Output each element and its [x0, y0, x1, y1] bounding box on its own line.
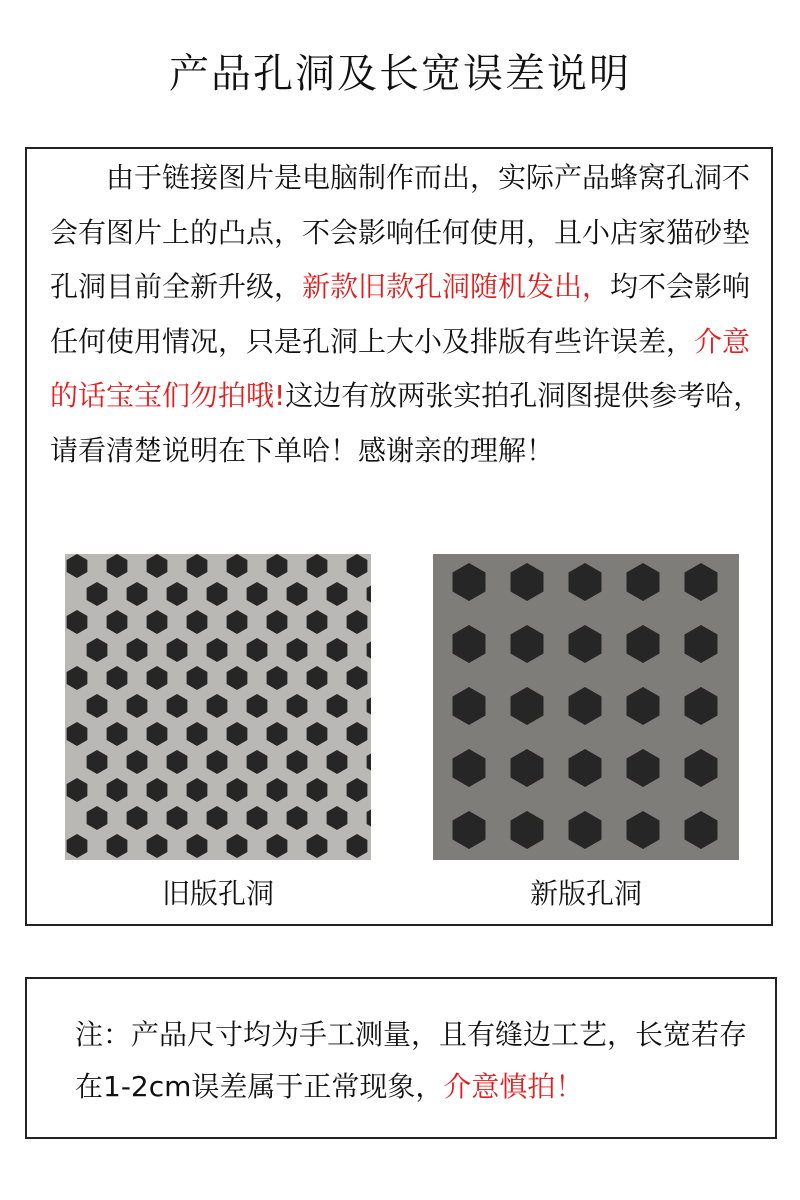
hexagon-hole: [107, 778, 128, 802]
hexagon-hole: [287, 694, 308, 718]
old-hole-pattern: [65, 554, 371, 860]
hexagon-hole: [267, 610, 288, 634]
hexagon-hole: [67, 722, 88, 746]
hexagon-hole: [347, 666, 368, 690]
hexagon-hole: [147, 610, 168, 634]
hexagon-hole: [207, 750, 228, 774]
hexagon-hole: [511, 563, 544, 601]
hexagon-hole: [87, 806, 108, 830]
hexagon-hole: [107, 666, 128, 690]
hexagon-hole: [87, 694, 108, 718]
hexagon-hole: [685, 625, 718, 663]
hexagon-hole: [267, 554, 288, 578]
hexagon-hole: [569, 811, 602, 849]
hexagon-hole: [127, 638, 148, 662]
hexagon-hole: [347, 722, 368, 746]
notice-highlight-2: 介意的话宝宝们勿拍哦!: [50, 324, 751, 412]
note-highlight: 介意慎拍！: [443, 1070, 584, 1103]
hexagon-hole: [167, 638, 188, 662]
hexagon-hole: [569, 563, 602, 601]
hexagon-hole: [511, 749, 544, 787]
hexagon-hole: [227, 722, 248, 746]
hexagon-hole: [247, 806, 268, 830]
hexagon-hole: [627, 749, 660, 787]
hexagon-hole: [685, 563, 718, 601]
hexagon-hole: [147, 722, 168, 746]
hexagon-hole: [267, 722, 288, 746]
hexagon-hole: [167, 806, 188, 830]
hexagon-hole: [187, 610, 208, 634]
hexagon-hole: [227, 554, 248, 578]
hexagon-hole: [67, 834, 88, 858]
hexagon-hole: [227, 666, 248, 690]
hexagon-hole: [107, 722, 128, 746]
hexagon-hole: [569, 687, 602, 725]
notice-box: [25, 147, 773, 926]
hexagon-hole: [367, 638, 371, 662]
hexagon-hole: [227, 778, 248, 802]
hexagon-hole: [207, 582, 228, 606]
hexagon-hole: [207, 638, 228, 662]
hexagon-hole: [67, 778, 88, 802]
hexagon-hole: [267, 834, 288, 858]
hexagon-hole: [87, 638, 108, 662]
hexagon-hole: [569, 625, 602, 663]
hexagon-hole: [347, 778, 368, 802]
new-hole-photo: [433, 554, 739, 860]
hexagon-hole: [147, 834, 168, 858]
hexagon-hole: [569, 749, 602, 787]
hexagon-hole: [167, 694, 188, 718]
hexagon-hole: [207, 806, 228, 830]
hexagon-hole: [107, 610, 128, 634]
hexagon-hole: [511, 811, 544, 849]
notice-text-2: 均不会影响任何使用情况，只是孔洞上大小及排版有些许误差，: [50, 270, 751, 358]
hexagon-hole: [187, 778, 208, 802]
hexagon-hole: [287, 806, 308, 830]
new-hole-caption: 新版孔洞: [529, 877, 642, 910]
old-hole-caption: 旧版孔洞: [161, 877, 274, 910]
hexagon-hole: [327, 750, 348, 774]
hexagon-hole: [187, 666, 208, 690]
hexagon-hole: [307, 554, 328, 578]
note-paragraph: [75, 1009, 755, 1113]
hexagon-hole: [453, 625, 486, 663]
hexagon-hole: [367, 582, 371, 606]
hexagon-hole: [327, 694, 348, 718]
hexagon-hole: [627, 811, 660, 849]
hexagon-hole: [367, 750, 371, 774]
hexagon-hole: [127, 694, 148, 718]
hexagon-hole: [511, 687, 544, 725]
hexagon-hole: [287, 750, 308, 774]
hexagon-hole: [107, 834, 128, 858]
hexagon-hole: [187, 554, 208, 578]
hexagon-hole: [453, 687, 486, 725]
hexagon-hole: [511, 625, 544, 663]
note-text: 注：产品尺寸均为手工测量，且有缝边工艺，长宽若存在1-2cm误差属于正常现象，: [75, 1018, 748, 1103]
hexagon-hole: [347, 554, 368, 578]
notice-paragraph: [50, 151, 762, 478]
page-title: 产品孔洞及长宽误差说明: [169, 51, 631, 97]
hexagon-hole: [247, 638, 268, 662]
hexagon-hole: [187, 722, 208, 746]
hexagon-hole: [87, 582, 108, 606]
hexagon-hole: [147, 778, 168, 802]
hexagon-hole: [327, 582, 348, 606]
hexagon-hole: [247, 582, 268, 606]
hexagon-hole: [87, 750, 108, 774]
notice-text-3: 这边有放两张实拍孔洞图提供参考哈，请看清楚说明在下单哈！感谢亲的理解！: [50, 379, 762, 467]
hexagon-hole: [327, 638, 348, 662]
old-hole-photo: [65, 554, 371, 860]
new-hole-pattern: [433, 554, 739, 860]
hexagon-hole: [207, 694, 228, 718]
hexagon-hole: [227, 610, 248, 634]
hexagon-hole: [67, 610, 88, 634]
hexagon-hole: [685, 749, 718, 787]
note-box: [25, 977, 777, 1139]
hexagon-hole: [287, 582, 308, 606]
hexagon-hole: [67, 554, 88, 578]
hexagon-hole: [67, 666, 88, 690]
hexagon-hole: [307, 722, 328, 746]
hexagon-hole: [247, 694, 268, 718]
hexagon-hole: [307, 610, 328, 634]
hexagon-hole: [453, 563, 486, 601]
hexagon-hole: [453, 749, 486, 787]
hexagon-hole: [367, 694, 371, 718]
hexagon-hole: [347, 834, 368, 858]
hexagon-hole: [685, 687, 718, 725]
hexagon-hole: [307, 834, 328, 858]
hexagon-hole: [267, 666, 288, 690]
hexagon-hole: [247, 750, 268, 774]
hexagon-hole: [453, 811, 486, 849]
hexagon-hole: [167, 582, 188, 606]
hexagon-hole: [367, 806, 371, 830]
hexagon-hole: [685, 811, 718, 849]
hexagon-hole: [127, 750, 148, 774]
hexagon-hole: [227, 834, 248, 858]
notice-highlight-1: 新款旧款孔洞随机发出，: [302, 270, 611, 303]
hexagon-hole: [307, 778, 328, 802]
hexagon-hole: [627, 625, 660, 663]
hexagon-hole: [167, 750, 188, 774]
hexagon-hole: [147, 554, 168, 578]
hexagon-hole: [627, 563, 660, 601]
hexagon-hole: [127, 806, 148, 830]
hexagon-hole: [627, 687, 660, 725]
hexagon-hole: [107, 554, 128, 578]
hexagon-hole: [147, 666, 168, 690]
hexagon-hole: [327, 806, 348, 830]
hexagon-hole: [307, 666, 328, 690]
hexagon-hole: [267, 778, 288, 802]
notice-text-1: 由于链接图片是电脑制作而出，实际产品蜂窝孔洞不会有图片上的凸点，不会影响任何使用，且小店家猫砂垫孔洞目前全新升级，: [50, 161, 751, 303]
hexagon-hole: [287, 638, 308, 662]
hexagon-hole: [347, 610, 368, 634]
hexagon-hole: [127, 582, 148, 606]
hexagon-hole: [187, 834, 208, 858]
